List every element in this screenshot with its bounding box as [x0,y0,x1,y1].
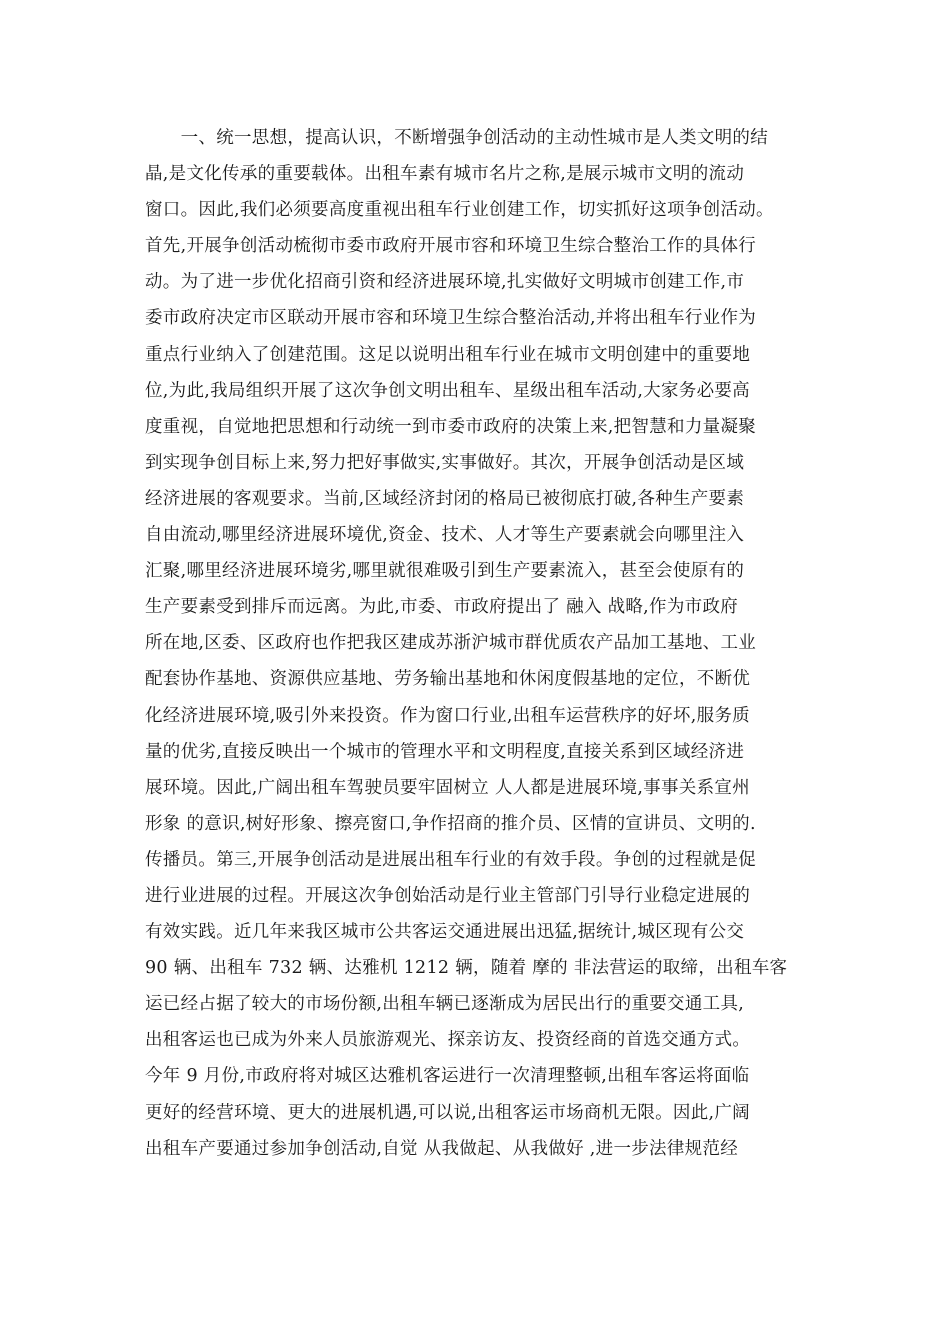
text-line: 出租车产要通过参加争创活动,自觉 从我做起、从我做好 ,进一步法律规范经 [145,1138,739,1159]
text-line: 到实现争创目标上来,努力把好事做实,实事做好。其次，开展争创活动是区域 [145,452,745,473]
text-line: 传播员。第三,开展争创活动是进展出租车行业的有效手段。争创的过程就是促 [145,849,757,870]
text-line: 展环境。因此,广阔出租车驾驶员要牢固树立 人人都是进展环境,事事关系宣州 [145,777,750,798]
text-line: 汇聚,哪里经济进展环境劣,哪里就很难吸引到生产要素流入，甚至会使原有的 [145,561,745,582]
text-line: 有效实践。近几年来我区城市公共客运交通进展出迅猛,据统计,城区现有公交 [145,922,745,943]
text-line: 量的优劣,直接反映出一个城市的管理水平和文明程度,直接关系到区域经济进 [145,741,745,762]
text-line: 一、统一思想，提高认识，不断增强争创活动的主动性城市是人类文明的结 [145,128,768,148]
text-line: 进行业进展的过程。开展这次争创始活动是行业主管部门引导行业稳定进展的 [145,885,751,906]
text-line: 自由流动,哪里经济进展环境优,资金、技术、人才等生产要素就会向哪里注入 [145,525,745,546]
text-line: 窗口。因此,我们必须要高度重视出租车行业创建工作，切实抓好这项争创活动。 [145,200,774,221]
text-line: 所在地,区委、区政府也作把我区建成苏浙沪城市群优质农产品加工基地、工业 [145,633,757,654]
text-line: 动。为了进一步优化招商引资和经济进展环境,扎实做好文明城市创建工作,市 [145,272,745,293]
text-line: 位,为此,我局组织开展了这次争创文明出租车、星级出租车活动,大家务必要高 [145,380,750,401]
body-paragraph [145,120,810,1167]
text-line: 运已经占据了较大的市场份额,出租车辆已逐渐成为居民出行的重要交通工具, [145,994,745,1015]
text-line: 晶,是文化传承的重要载体。出租车素有城市名片之称,是展示城市文明的流动 [145,164,745,185]
text-line: 配套协作基地、资源供应基地、劳务输出基地和休闲度假基地的定位，不断优 [145,669,751,690]
text-line: 经济进展的客观要求。当前,区域经济封闭的格局已被彻底打破,各种生产要素 [145,488,745,509]
text-line: 更好的经营环境、更大的进展机遇,可以说,出租客运市场商机无限。因此,广阔 [145,1102,750,1123]
text-line: 化经济进展环境,吸引外来投资。作为窗口行业,出租车运营秩序的好坏,服务质 [145,705,750,726]
text-line: 度重视，自觉地把思想和行动统一到市委市政府的决策上来,把智慧和力量凝聚 [145,416,757,437]
text-line: 90 辆、出租车 732 辆、达雅机 1212 辆，随着 摩的 非法营运的取缔，出租车客 [145,958,788,979]
text-line: 委市政府决定市区联动开展市容和环境卫生综合整治活动,并将出租车行业作为 [145,308,757,329]
text-line: 首先,开展争创活动梳彻市委市政府开展市容和环境卫生综合整治工作的具体行 [145,236,757,257]
text-line: 重点行业纳入了创建范围。这足以说明出租车行业在城市文明创建中的重要地 [145,344,751,365]
text-line: 出租客运也已成为外来人员旅游观光、探亲访友、投资经商的首选交通方式。 [145,1030,751,1051]
text-line: 生产要素受到排斥而远离。为此,市委、市政府提出了 融入 战略,作为市政府 [145,597,739,618]
text-line: 今年 9 月份,市政府将对城区达雅机客运进行一次清理整顿,出租车客运将面临 [145,1066,750,1087]
text-line: 形象 的意识,树好形象、擦亮窗口,争作招商的推介员、区情的宣讲员、文明的. [145,813,756,834]
